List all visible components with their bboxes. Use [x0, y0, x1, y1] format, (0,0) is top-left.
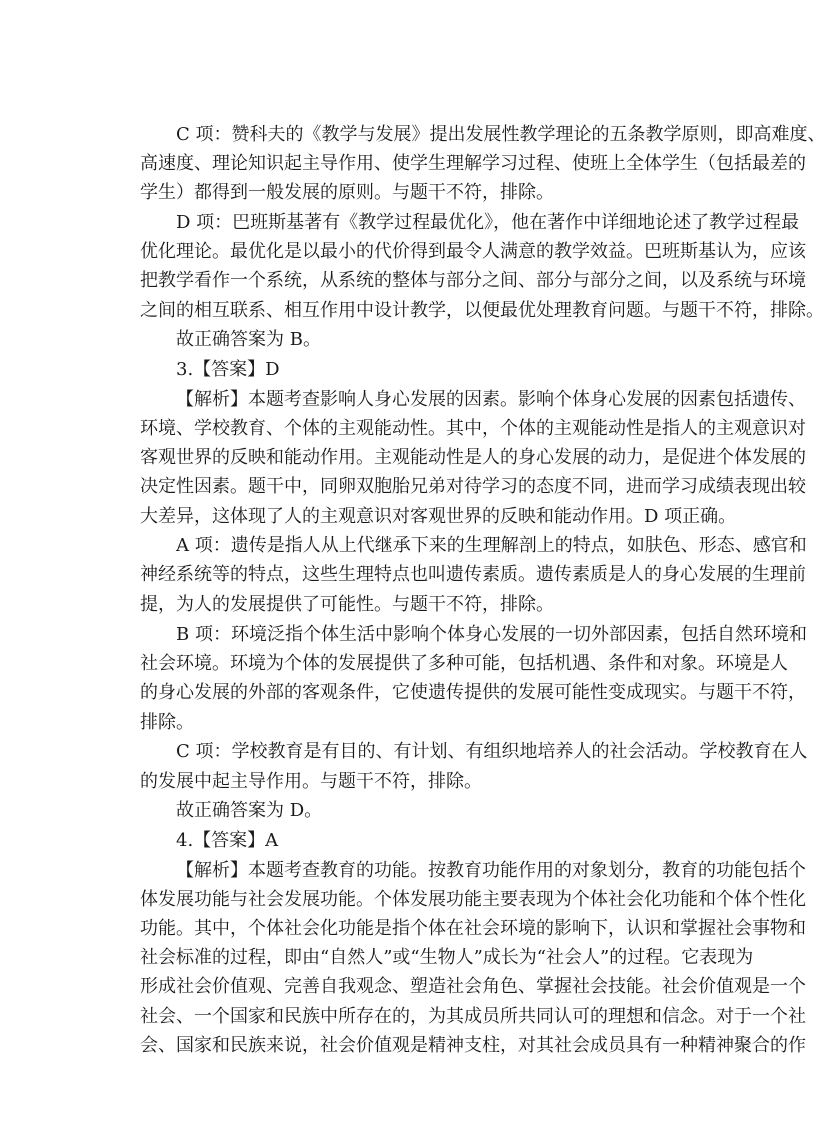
text-line: C 项：赞科夫的《教学与发展》提出发展性教学理论的五条教学原则，即高难度、 — [176, 124, 826, 145]
text-line: 社会标准的过程，即由“自然人”或“生物人”成长为“社会人”的过程。它表现为 — [140, 947, 754, 968]
text-line: 神经系统等的特点，这些生理特点也叫遗传素质。遗传素质是人的身心发展的生理前 — [140, 564, 806, 585]
text-line: 大差异，这体现了人的主观意识对客观世界的反映和能动作用。D 项正确。 — [140, 506, 737, 527]
text-line: 社会、一个国家和民族中所存在的，为其成员所共同认可的理想和信念。对于一个社 — [140, 1006, 806, 1027]
text-line: 【解析】本题考查教育的功能。按教育功能作用的对象划分，教育的功能包括个 — [176, 860, 806, 881]
text-line: 4.【答案】A — [176, 830, 279, 851]
text-line: 学生）都得到一般发展的原则。与题干不符，排除。 — [140, 182, 554, 203]
text-line: 故正确答案为 D。 — [176, 800, 323, 821]
text-line: 环境、学校教育、个体的主观能动性。其中，个体的主观能动性是指人的主观意识对 — [140, 418, 806, 439]
text-line: 的身心发展的外部的客观条件，它使遗传提供的发展可能性变成现实。与题干不符， — [140, 682, 806, 703]
text-line: 提，为人的发展提供了可能性。与题干不符，排除。 — [140, 594, 554, 615]
text-line: 故正确答案为 B。 — [176, 329, 321, 350]
text-line: C 项：学校教育是有目的、有计划、有组织地培养人的社会活动。学校教育在人 — [176, 741, 808, 762]
text-line: 3.【答案】D — [176, 359, 280, 380]
text-line: A 项：遗传是指人从上代继承下来的生理解剖上的特点，如肤色、形态、感官和 — [176, 535, 807, 556]
text-line: D 项：巴班斯基著有《教学过程最优化》，他在著作中详细地论述了教学过程最 — [176, 212, 800, 233]
text-line: 功能。其中，个体社会化功能是指个体在社会环境的影响下，认识和掌握社会事物和 — [140, 918, 806, 939]
text-line: 形成社会价值观、完善自我观念、塑造社会角色、掌握社会技能。社会价值观是一个 — [140, 976, 806, 997]
text-line: 会、国家和民族来说，社会价值观是精神支柱，对其社会成员具有一种精神聚合的作 — [140, 1035, 806, 1056]
text-line: 优化理论。最优化是以最小的代价得到最令人满意的教学效益。巴班斯基认为，应该 — [140, 241, 806, 262]
text-line: B 项：环境泛指个体生活中影响个体身心发展的一切外部因素，包括自然环境和 — [176, 624, 807, 645]
text-line: 之间的相互联系、相互作用中设计教学，以便最优处理教育问题。与题干不符，排除。 — [140, 300, 824, 321]
text-line: 的发展中起主导作用。与题干不符，排除。 — [140, 771, 482, 792]
text-line: 体发展功能与社会发展功能。个体发展功能主要表现为个体社会化功能和个体个性化 — [140, 889, 806, 910]
text-line: 客观世界的反映和能动作用。主观能动性是人的身心发展的动力，是促进个体发展的 — [140, 447, 806, 468]
text-line: 把教学看作一个系统，从系统的整体与部分之间、部分与部分之间，以及系统与环境 — [140, 270, 806, 291]
text-line: 排除。 — [140, 712, 194, 733]
text-line: 社会环境。环境为个体的发展提供了多种可能，包括机遇、条件和对象。环境是人 — [140, 653, 788, 674]
text-line: 高速度、理论知识起主导作用、使学生理解学习过程、使班上全体学生（包括最差的 — [140, 153, 806, 174]
text-line: 决定性因素。题干中，同卵双胞胎兄弟对待学习的态度不同，进而学习成绩表现出较 — [140, 476, 806, 497]
text-line: 【解析】本题考查影响人身心发展的因素。影响个体身心发展的因素包括遗传、 — [176, 389, 806, 410]
